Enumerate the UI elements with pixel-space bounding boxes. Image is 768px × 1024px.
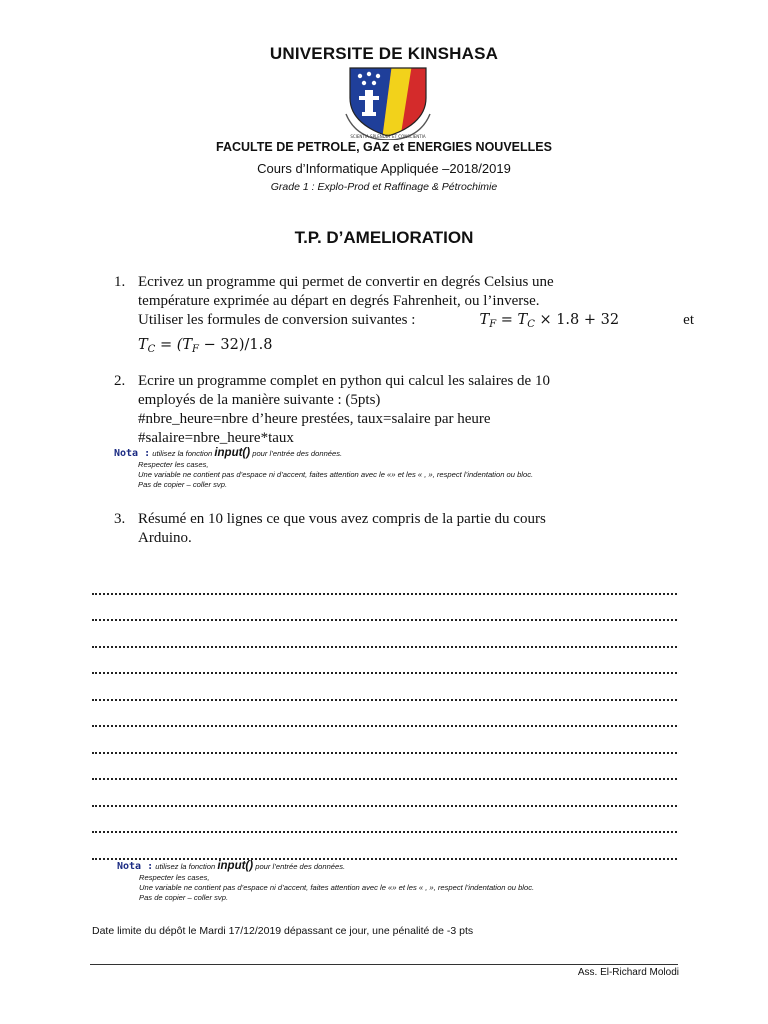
formula-celsius: $T_C = (T_F - 32)/1.8$ <box>138 337 273 355</box>
function-name: input() <box>214 447 251 459</box>
question-line: Ecrivez un programme qui permet de convertir en degrés Celsius une <box>138 274 554 290</box>
question-number: 2. <box>114 373 126 389</box>
university-name: UNIVERSITE DE KINSHASA <box>269 44 499 63</box>
deadline-text: Date limite du dépôt le Mardi 17/12/2019 dépassant ce jour, une pénalité de -3 pts <box>92 925 474 937</box>
formula-intro: Utiliser les formules de conversion suivantes : <box>138 312 416 328</box>
question-number: 3. <box>114 511 126 527</box>
nota-block: Nota : utilisez la fonction input() pour l’entrée des données. Respecter les cases, Une variable ne contient pas d’espace ni d’accent, faites attention avec le «» et les « , », respect l’indentation ou bloc. Pas de copier – coller svp. <box>117 861 637 903</box>
answer-line <box>92 807 677 834</box>
question-1 <box>114 273 694 359</box>
nota-line: Respecter les cases, <box>139 873 210 882</box>
question-line: Ecrire un programme complet en python qui calcul les salaires de 10 <box>138 373 550 389</box>
answer-line <box>92 568 677 595</box>
question-3 <box>114 510 694 548</box>
grade-line: Grade 1 : Explo-Prod et Raffinage & Pétrochimie <box>270 181 498 193</box>
footer-divider <box>90 964 678 965</box>
question-number: 1. <box>114 274 126 290</box>
question-2 <box>114 372 694 448</box>
answer-line <box>92 621 677 648</box>
university-logo <box>342 64 434 140</box>
nota-line: Pas de copier – coller svp. <box>139 893 229 902</box>
logo-motto: SCIENTIA SPLENDET ET CONSCIENTIA <box>350 134 426 139</box>
nota-line: Respecter les cases, <box>138 460 209 469</box>
course-name: Cours d’Informatique Appliquée –2018/2019 <box>257 161 511 176</box>
question-line <box>138 311 694 334</box>
question-line: Résumé en 10 lignes ce que vous avez compris de la partie du cours <box>138 511 546 527</box>
answer-line <box>92 595 677 622</box>
answer-lines <box>92 568 677 860</box>
answer-line <box>92 780 677 807</box>
nota-block: Nota : utilisez la fonction input() pour l’entrée des données. Respecter les cases, Une variable ne contient pas d’espace ni d’accent, faites attention avec le «» et les « , », respect l’indentation ou bloc. Pas de copier – coller svp. <box>114 448 634 490</box>
question-line: température exprimée au départ en degrés Fahrenheit, ou l’inverse. <box>138 293 540 309</box>
answer-line <box>92 754 677 781</box>
question-line: Arduino. <box>138 530 192 546</box>
nota-line: Une variable ne contient pas d’espace ni d’accent, faites attention avec le «» et les « , », respect l’indentation ou bloc. <box>139 883 535 892</box>
faculty-name: FACULTE DE PETROLE, GAZ et ENERGIES NOUVELLES <box>216 140 552 154</box>
question-line: #nbre_heure=nbre d’heure prestées, taux=salaire par heure <box>138 411 491 427</box>
formula-fahrenheit: $T_F = T_C \times 1.8 + 32$ <box>479 312 620 330</box>
function-name: input() <box>217 860 254 872</box>
answer-line <box>92 833 677 860</box>
nota-line: Une variable ne contient pas d’espace ni d’accent, faites attention avec le «» et les « , », respect l’indentation ou bloc. <box>138 470 534 479</box>
question-line: employés de la manière suivante : (5pts) <box>138 392 381 408</box>
nota-label: Nota : <box>117 861 154 872</box>
question-line: #salaire=nbre_heure*taux <box>138 430 294 446</box>
answer-line <box>92 701 677 728</box>
answer-line <box>92 727 677 754</box>
answer-line <box>92 674 677 701</box>
nota-label: Nota : <box>114 448 151 459</box>
answer-line <box>92 648 677 675</box>
and-word: et <box>683 312 694 328</box>
document-title: T.P. D’AMELIORATION <box>294 228 474 247</box>
author-name: Ass. El-Richard Molodi <box>577 967 679 978</box>
nota-line: Pas de copier – coller svp. <box>138 480 228 489</box>
